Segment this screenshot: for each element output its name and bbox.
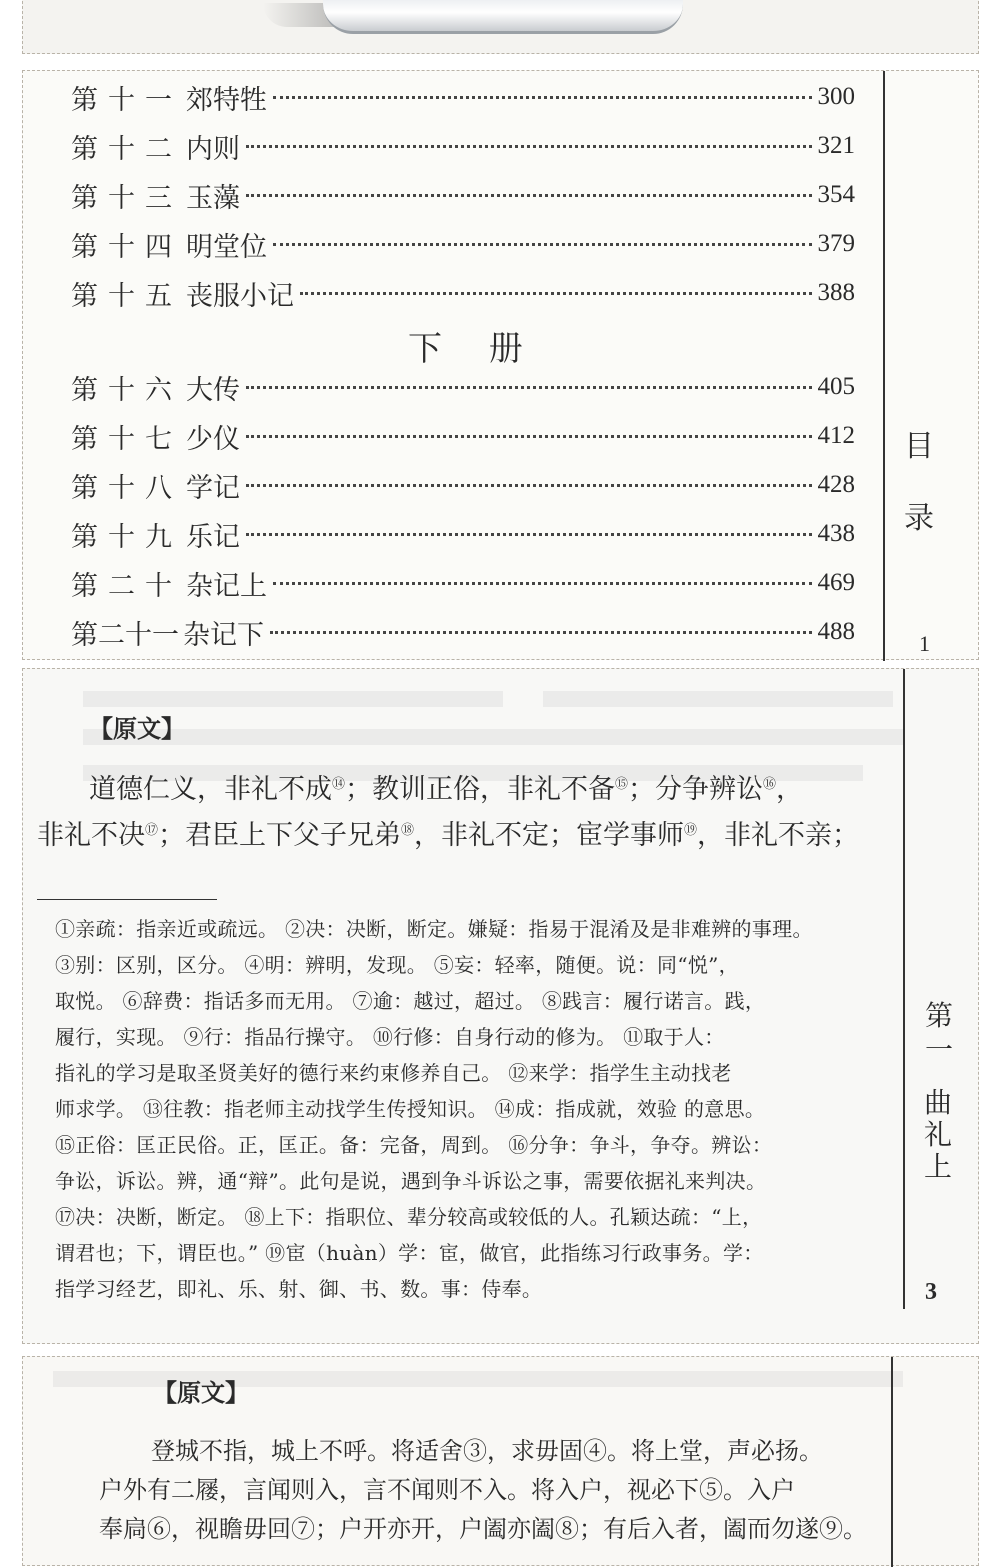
toc-chapter-number: 第十三 bbox=[71, 182, 182, 214]
section-heading: 下 册 bbox=[408, 329, 541, 369]
yuanwen-heading: 【原文】 bbox=[153, 1378, 249, 1407]
toc-chapter-title: 乐记 bbox=[186, 521, 240, 553]
toc-chapter-title: 郊特牲 bbox=[186, 84, 267, 116]
page-number: 3 bbox=[925, 1279, 937, 1305]
toc-entry bbox=[71, 416, 855, 456]
toc-chapter-title: 明堂位 bbox=[186, 231, 267, 263]
toc-page-number: 321 bbox=[817, 132, 855, 159]
toc-entry bbox=[71, 77, 855, 117]
footnote-line: 指礼的学习是取圣贤美好的德行来约束修养自己。 ⑫来学：指学生主动找老 bbox=[55, 1061, 732, 1085]
toc-chapter-number: 第十四 bbox=[71, 231, 182, 263]
toc-chapter-number: 第十八 bbox=[71, 472, 182, 504]
toc-chapter-number: 第十七 bbox=[71, 423, 182, 455]
side-label-lu: 录 bbox=[904, 501, 934, 536]
toc-chapter-number: 第十九 bbox=[71, 521, 182, 553]
toc-leader-dots bbox=[273, 582, 812, 585]
toc-page bbox=[22, 70, 979, 660]
footnote-line: ③别：区别，区分。 ④明：辨明，发现。 ⑤妄：轻率，随便。说：同“悦”， bbox=[55, 953, 739, 977]
toc-chapter-title: 丧服小记 bbox=[186, 280, 294, 312]
toc-leader-dots bbox=[246, 386, 812, 389]
toc-chapter-title: 少仪 bbox=[186, 423, 240, 455]
toc-page-number: 405 bbox=[817, 373, 855, 400]
toc-entry bbox=[71, 126, 855, 166]
page-number: 1 bbox=[919, 631, 930, 656]
toc-entry bbox=[71, 612, 855, 652]
footnote-line: 争讼，诉讼。辨，通“辩”。此句是说，遇到争斗诉讼之事，需要依据礼来判决。 bbox=[55, 1169, 767, 1193]
toc-chapter-number: 第二十 bbox=[71, 570, 182, 602]
toc-entry bbox=[71, 563, 855, 603]
toc-leader-dots bbox=[246, 145, 812, 148]
original-text-line: 道德仁义，非礼不成⑭；教训正俗，非礼不备⑮；分争辨讼⑯， bbox=[89, 774, 804, 805]
page-3 bbox=[22, 668, 979, 1344]
toc-page-number: 488 bbox=[817, 618, 855, 645]
toc-chapter-number: 第十一 bbox=[71, 84, 182, 116]
side-label-chapter: 第一 bbox=[924, 999, 953, 1066]
toc-leader-dots bbox=[273, 96, 812, 99]
toc-chapter-number: 第十五 bbox=[71, 280, 182, 312]
footnote-line: 师求学。 ⑬往教：指老师主动找学生传授知识。 ⑭成：指成就，效验 的意思。 bbox=[55, 1097, 766, 1121]
toc-entry bbox=[71, 175, 855, 215]
toc-entry bbox=[71, 465, 855, 505]
toc-leader-dots bbox=[246, 484, 812, 487]
toc-leader-dots bbox=[246, 194, 812, 197]
footnote-line: ⑰决：决断，断定。 ⑱上下：指职位、辈分较高或较低的人。孔颖达疏：“上， bbox=[55, 1205, 763, 1229]
toc-chapter-number: 第十六 bbox=[71, 374, 182, 406]
toc-leader-dots bbox=[300, 292, 812, 295]
toc-entry bbox=[71, 273, 855, 313]
footnote-line: 指学习经艺，即礼、乐、射、御、书、数。事：侍奉。 bbox=[55, 1277, 543, 1301]
toc-chapter-title: 杂记下 bbox=[183, 619, 264, 651]
book-photo-strip bbox=[22, 0, 979, 54]
book-edge-image bbox=[323, 0, 683, 34]
toc-chapter-number: 第十二 bbox=[71, 133, 182, 165]
original-text-line: 奉扃⑥，视瞻毋回⑦；户开亦开，户阖亦阖⑧；有后入者，阖而勿遂⑨。 bbox=[99, 1515, 867, 1543]
margin-rule bbox=[903, 669, 905, 1309]
toc-page-number: 438 bbox=[817, 520, 855, 547]
page-5-partial bbox=[22, 1356, 979, 1566]
toc-page-number: 379 bbox=[817, 230, 855, 257]
toc-entry bbox=[71, 224, 855, 264]
footnote-rule bbox=[37, 899, 217, 900]
toc-leader-dots bbox=[270, 631, 812, 634]
side-label-chapter-title: 曲礼上 bbox=[923, 1086, 952, 1183]
toc-page-number: 388 bbox=[817, 279, 855, 306]
toc-entry bbox=[71, 367, 855, 407]
side-label-mu: 目 bbox=[904, 429, 934, 464]
footnote-line: 取悦。 ⑥辞费：指话多而无用。 ⑦逾：越过，超过。 ⑧践言：履行诺言。践， bbox=[55, 989, 766, 1013]
margin-rule bbox=[883, 71, 885, 661]
toc-chapter-title: 内则 bbox=[186, 133, 240, 165]
toc-page-number: 300 bbox=[817, 83, 855, 110]
toc-entry bbox=[71, 514, 855, 554]
toc-page-number: 412 bbox=[817, 422, 855, 449]
margin-rule bbox=[891, 1357, 893, 1567]
toc-chapter-title: 大传 bbox=[186, 374, 240, 406]
toc-chapter-title: 杂记上 bbox=[186, 570, 267, 602]
toc-leader-dots bbox=[246, 435, 812, 438]
toc-chapter-number: 第二十一 bbox=[71, 619, 179, 651]
footnote-line: 履行，实现。 ⑨行：指品行操守。 ⑩行修：自身行动的修为。 ⑪取于人： bbox=[55, 1025, 725, 1049]
toc-chapter-title: 学记 bbox=[186, 472, 240, 504]
footnote-line: ①亲疏：指亲近或疏远。 ②决：决断，断定。嫌疑：指易于混淆及是非难辨的事理。 bbox=[55, 917, 813, 941]
original-text-line: 登城不指，城上不呼。将适舍③，求毋固④。将上堂，声必扬。 bbox=[151, 1437, 823, 1465]
toc-page-number: 354 bbox=[817, 181, 855, 208]
toc-page-number: 428 bbox=[817, 471, 855, 498]
footnote-line: 谓君也；下，谓臣也。” ⑲宦（huàn）学：宦，做官，此指练习行政事务。学： bbox=[55, 1241, 764, 1265]
original-text-line: 户外有二屦，言闻则入，言不闻则不入。将入户，视必下⑤。入户 bbox=[99, 1476, 795, 1504]
toc-leader-dots bbox=[273, 243, 812, 246]
toc-page-number: 469 bbox=[817, 569, 855, 596]
original-text-line: 非礼不决⑰；君臣上下父子兄弟⑱，非礼不定；宦学事师⑲，非礼不亲； bbox=[37, 820, 860, 851]
toc-leader-dots bbox=[246, 533, 812, 536]
toc-chapter-title: 玉藻 bbox=[186, 182, 240, 214]
yuanwen-heading: 【原文】 bbox=[89, 714, 185, 743]
footnote-line: ⑮正俗：匡正民俗。正，匡正。备：完备，周到。 ⑯分争：争斗，争夺。辨讼： bbox=[55, 1133, 773, 1157]
